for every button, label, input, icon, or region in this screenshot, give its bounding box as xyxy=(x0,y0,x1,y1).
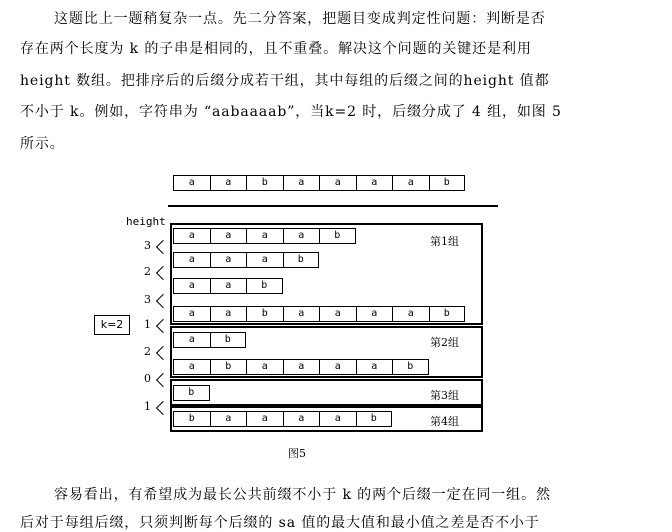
suffix-char-cell: a xyxy=(173,359,210,375)
group-label: 第2组 xyxy=(430,336,459,349)
separator-rule xyxy=(168,205,498,207)
suffix-char-cell: b xyxy=(429,306,466,322)
suffix-char-cell: a xyxy=(283,359,320,375)
suffix-char-cell: a xyxy=(319,306,356,322)
height-value: 2 xyxy=(144,345,151,358)
height-pointer-tick xyxy=(156,373,170,387)
suffix-char-cell: b xyxy=(173,411,210,427)
suffix-char-cell: a xyxy=(246,411,283,427)
group-label: 第1组 xyxy=(430,235,459,248)
suffix-char-cell: a xyxy=(246,252,283,268)
suffix-char-cell: a xyxy=(246,359,283,375)
suffix-char-cell: a xyxy=(392,306,429,322)
height-pointer-tick xyxy=(156,401,170,415)
string-char-cell: a xyxy=(319,175,356,191)
height-value: 1 xyxy=(144,318,151,331)
height-value: 2 xyxy=(144,265,151,278)
suffix-char-cell: a xyxy=(210,278,247,294)
height-value: 3 xyxy=(144,293,151,306)
suffix-char-cell: a xyxy=(319,411,356,427)
suffix-char-cell: a xyxy=(283,306,320,322)
figure-caption: 图5 xyxy=(288,447,306,460)
suffix-char-cell: a xyxy=(210,228,247,244)
string-char-cell: a xyxy=(173,175,210,191)
suffix-char-cell: a xyxy=(173,332,210,348)
height-label: height xyxy=(126,215,166,228)
suffix-char-cell: a xyxy=(173,228,210,244)
string-char-cell: a xyxy=(392,175,429,191)
string-char-cell: b xyxy=(246,175,283,191)
suffix-char-cell: b xyxy=(210,359,247,375)
suffix-char-cell: a xyxy=(246,228,283,244)
height-pointer-tick xyxy=(156,294,170,308)
text-line: 这题比上一题稍复杂一点。先二分答案，把题目变成判定性问题：判断是否 xyxy=(54,11,546,27)
suffix-char-cell: a xyxy=(283,411,320,427)
k-label-box: k=2 xyxy=(94,315,130,335)
group-label: 第4组 xyxy=(430,415,459,428)
suffix-char-cell: a xyxy=(210,252,247,268)
text-line: 后对于每组后缀，只须判断每个后缀的 sa 值的最大值和最小值之差是否不小于 xyxy=(20,515,540,531)
text-line: 不小于 k。例如，字符串为 “aabaaaab”，当k=2 时，后缀分成了 4 组，如图 5 xyxy=(20,104,562,120)
suffix-char-cell: a xyxy=(173,278,210,294)
height-pointer-tick xyxy=(156,346,170,360)
suffix-char-cell: a xyxy=(356,306,393,322)
string-char-cell: a xyxy=(356,175,393,191)
suffix-char-cell: b xyxy=(319,228,356,244)
suffix-char-cell: b xyxy=(246,306,283,322)
suffix-char-cell: a xyxy=(356,359,393,375)
text-line: 存在两个长度为 k 的子串是相同的，且不重叠。解决这个问题的关键还是利用 xyxy=(20,41,532,57)
suffix-char-cell: b xyxy=(283,252,320,268)
string-char-cell: b xyxy=(429,175,466,191)
string-char-cell: a xyxy=(210,175,247,191)
height-value: 0 xyxy=(144,372,151,385)
height-value: 1 xyxy=(144,400,151,413)
height-pointer-tick xyxy=(156,266,170,280)
text-line: height 数组。把排序后的后缀分成若干组，其中每组的后缀之间的height 值都 xyxy=(20,73,550,89)
suffix-char-cell: a xyxy=(319,359,356,375)
suffix-char-cell: a xyxy=(283,228,320,244)
suffix-char-cell: b xyxy=(173,385,210,401)
string-char-cell: a xyxy=(283,175,320,191)
suffix-char-cell: b xyxy=(356,411,393,427)
suffix-char-cell: b xyxy=(210,332,247,348)
suffix-char-cell: b xyxy=(246,278,283,294)
text-line: 所示。 xyxy=(20,136,65,152)
suffix-char-cell: a xyxy=(210,411,247,427)
suffix-char-cell: a xyxy=(173,306,210,322)
height-pointer-tick xyxy=(156,240,170,254)
suffix-char-cell: a xyxy=(210,306,247,322)
text-line: 容易看出，有希望成为最长公共前缀不小于 k 的两个后缀一定在同一组。然 xyxy=(54,487,551,503)
suffix-char-cell: a xyxy=(173,252,210,268)
height-pointer-tick xyxy=(156,319,170,333)
suffix-char-cell: b xyxy=(392,359,429,375)
group-label: 第3组 xyxy=(430,389,459,402)
height-value: 3 xyxy=(144,239,151,252)
